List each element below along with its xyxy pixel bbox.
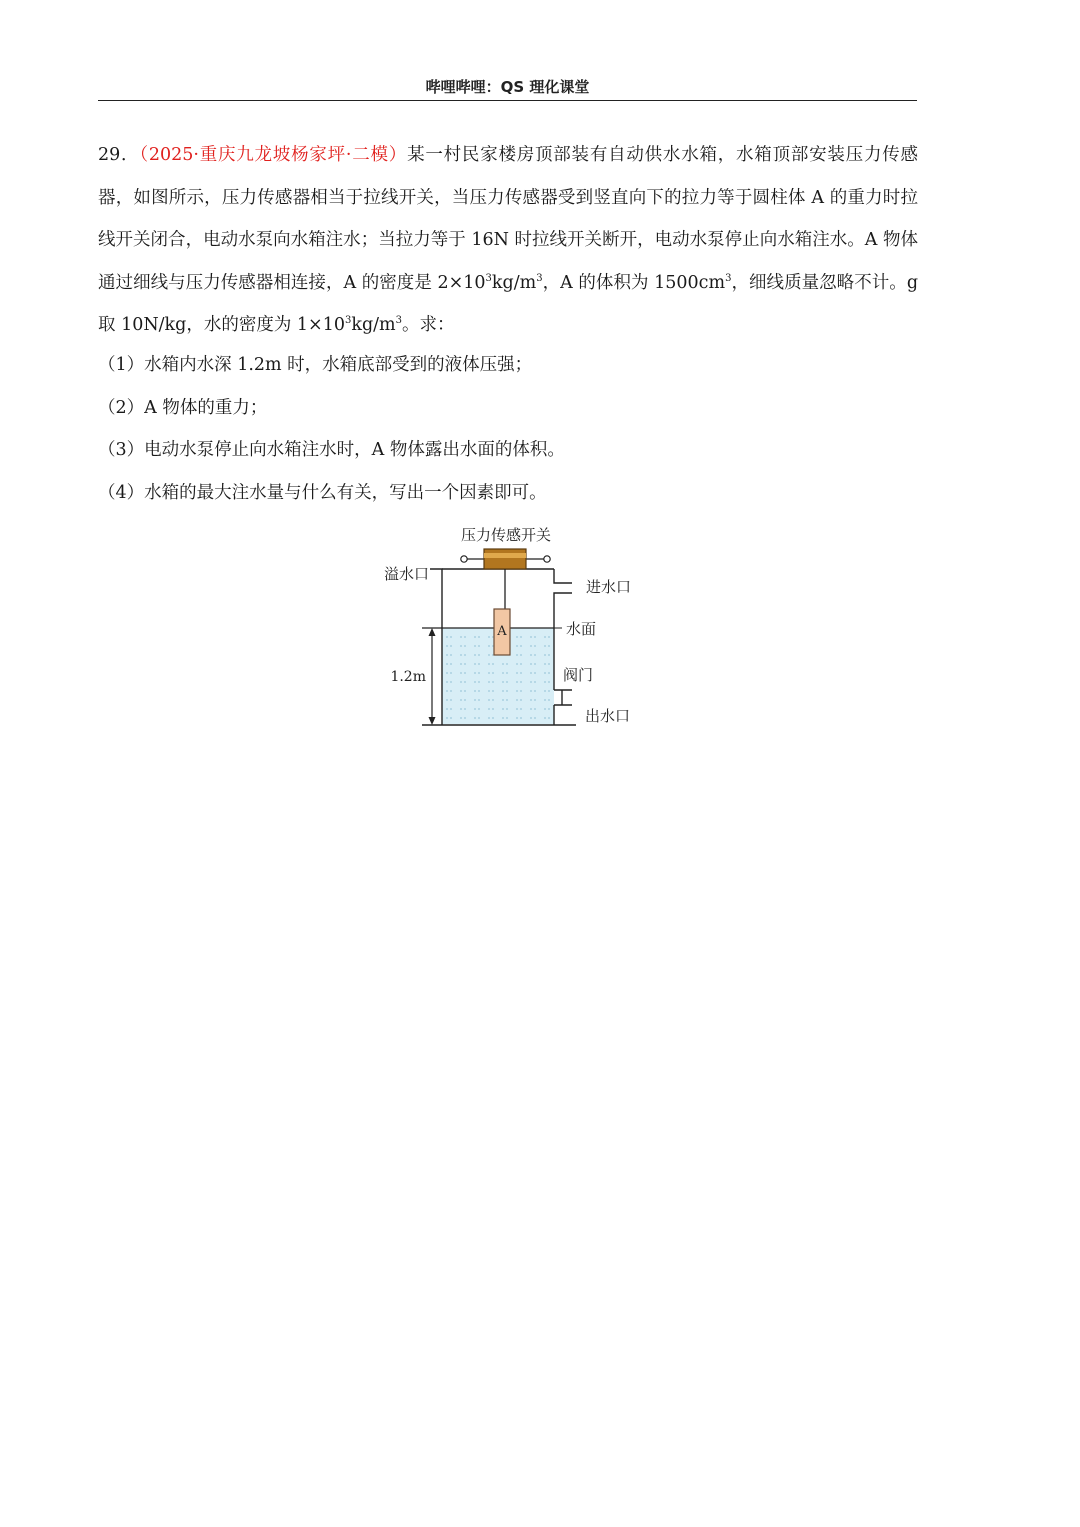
exponent: 3 [344, 315, 352, 326]
valve-label: 阀门 [563, 666, 594, 684]
question-text-part-5: kg/m [351, 315, 396, 335]
question-29 [98, 134, 918, 347]
object-a-label: A [497, 624, 507, 639]
overflow-label: 溢水口 [383, 565, 429, 583]
switch-terminal-left [461, 556, 467, 562]
sub-question-list [98, 344, 918, 514]
question-text-part-6: 。求： [402, 315, 455, 335]
question-text-part-2: kg/m [491, 272, 537, 293]
page-header: 哔哩哔哩：QS 理化课堂 [425, 78, 590, 96]
depth-arrow-top [429, 628, 436, 636]
water-surface-label: 水面 [566, 620, 597, 638]
exponent: 3 [725, 272, 732, 284]
sub-question-2: （2）A 物体的重力； [98, 397, 268, 418]
exponent: 3 [485, 272, 492, 284]
outlet-label: 出水口 [585, 707, 631, 725]
sub-question-4: （4）水箱的最大注水量与什么有关，写出一个因素即可。 [98, 482, 547, 503]
water-tank-diagram [360, 515, 660, 735]
tank-right-wall [554, 569, 572, 583]
header-divider [98, 100, 917, 101]
sensor-label: 压力传感开关 [460, 526, 552, 544]
sub-question-1: （1）水箱内水深 1.2m 时，水箱底部受到的液体压强； [98, 355, 533, 375]
sub-question-3: （3）电动水泵停止向水箱注水时，A 物体露出水面的体积。 [98, 440, 565, 460]
exponent: 3 [395, 315, 403, 326]
exponent: 3 [536, 272, 543, 284]
depth-arrow-bottom [429, 717, 436, 725]
switch-terminal-right [544, 556, 550, 562]
depth-label: 1.2m [390, 669, 426, 685]
question-text-part-1: 某一村民家楼房顶部装有自动供水水箱，水箱顶部安装压力传感器，如图所示，压力传感器相当于拉线开关，当压力传感器受到竖直向下的拉力等于圆柱体 A 的重力时拉线开关闭合，电动水泵向水箱注水；当拉力等于 16N 时拉线开关断开，电动水泵停止向水箱注水。A 物体通过细线与压力传感器相连接，A 的密度是 2×10 [98, 145, 918, 293]
question-source: （2025·重庆九龙坡杨家坪·二模） [139, 145, 408, 165]
pressure-sensor-stripe [484, 553, 526, 558]
water-tank-figure [360, 515, 660, 735]
pressure-sensor [484, 549, 526, 569]
question-text-part-3: ，A 的体积为 1500cm [542, 272, 726, 293]
inlet-label: 进水口 [586, 578, 632, 596]
question-number: 29． [98, 145, 140, 165]
question-text-part-4: ，细线质量忽略不计。g 取 10N/kg，水的密度为 1×10 [98, 272, 919, 335]
